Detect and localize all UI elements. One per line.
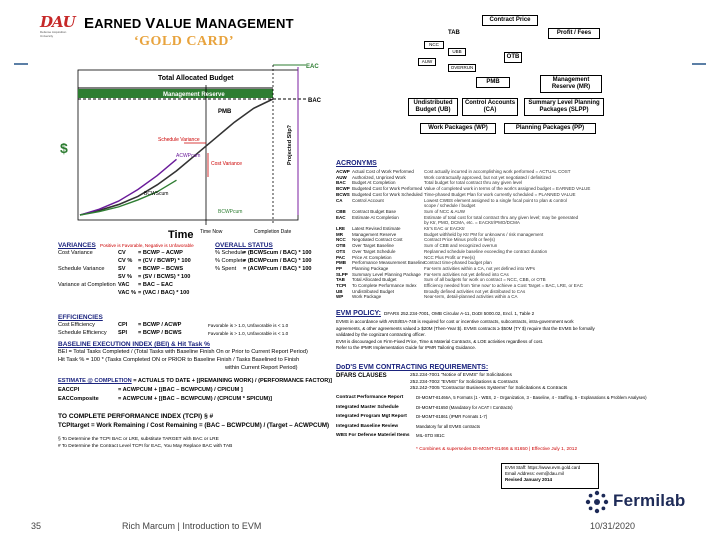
- tcpi-title: TO COMPLETE PERFORMANCE INDEX (TCPI): [58, 413, 203, 420]
- acronym-term: Budgeted Cost for Work Performed: [352, 186, 423, 192]
- acronym-code: LRE: [336, 226, 345, 232]
- acronym-code: WP: [336, 294, 344, 300]
- budget-hierarchy-diagram: [408, 15, 604, 143]
- efficiencies-title: EFFICIENCIES: [58, 314, 103, 321]
- acronym-definition: Budget withheld by Ktr PM for unknowns / risk management: [424, 231, 544, 237]
- variance-code: VAC %: [118, 290, 136, 296]
- mr-band-label: Management Reserve: [163, 92, 225, 98]
- acronym-term: Budget At Completion: [352, 180, 396, 186]
- left-accent-rule: [14, 63, 28, 65]
- efficiency-name: Cost Efficiency: [58, 322, 95, 328]
- title-letter-m: M: [195, 15, 209, 32]
- variances-note: Positive is Favorable, Negative is Unfavorable: [100, 243, 194, 248]
- acronym-term: Latest Revised Estimate: [352, 226, 401, 232]
- pmb-label: PMB: [218, 109, 232, 115]
- overall-status-title: OVERALL STATUS: [215, 242, 273, 249]
- title-letter-v: V: [145, 15, 156, 32]
- acronym-term: Planning Package: [352, 265, 389, 271]
- eac-formula: = ACWPCUM + [(BAC – BCWPCUM) / (CPICUM * SPICUM)]: [118, 396, 272, 402]
- title-part-2: ALUE: [155, 16, 196, 31]
- acronym-code: NCC: [336, 237, 346, 243]
- eac-title-formula: = ACTUALS TO DATE + [(REMAINING WORK) / (PERFORMANCE FACTOR)]: [133, 378, 332, 384]
- overrun-box: OVERRUN: [448, 64, 476, 72]
- dod-item-value: DI-MGMT-81466A, 5 Formats (1 - WBS, 2 - Organization, 3 - Baseline, 4 - Staffing, 5 - Explanations & Problem Analyses): [416, 395, 647, 400]
- acronym-term: Negotiated Contract Cost: [352, 237, 403, 243]
- acronym-term: Performance Measurement Baseline: [352, 260, 426, 266]
- efficiency-formula: = BCWP / BCWS: [138, 330, 182, 336]
- eac-label: EAC: [306, 64, 319, 70]
- auw-box: AUW: [418, 58, 436, 66]
- status-name: % Schedule: [215, 250, 245, 256]
- chart-title: Total Allocated Budget: [158, 75, 234, 82]
- acronym-term: Contract Budget Base: [352, 208, 397, 214]
- dau-logo: [40, 13, 76, 43]
- slpp-box: Summary Level Planning Packages (SLPP): [524, 98, 604, 116]
- acronym-definition: Sum of all budgets for work on contract = NCC, CBB, or OTB: [424, 277, 546, 283]
- tcpi-note-2: # To Determine the Contract Level TCPI for EAC, You May Replace BAC with TAB: [58, 444, 233, 449]
- card-title: [84, 15, 294, 32]
- variances-title: [58, 242, 96, 249]
- pmb-box: PMB: [476, 77, 510, 88]
- schedule-variance-label: Schedule Variance: [158, 137, 200, 143]
- variances-title-text: VARIANCES: [58, 242, 96, 249]
- variance-code: VAC: [118, 282, 130, 288]
- variance-name: Variance at Completion: [58, 282, 116, 288]
- control-accounts-box: Control Accounts (CA): [462, 98, 518, 116]
- eac-title: ESTIMATE @ COMPLETION: [58, 378, 132, 384]
- evm-policy-line: Refer to the IPMR Implementation Guide for IPMR Tailoring Guidance.: [336, 345, 476, 350]
- acronyms-list: [336, 169, 602, 300]
- acronym-term: Authorized, Unpriced Work: [352, 174, 406, 180]
- dod-item-value: Mandatory for all EVMS contracts: [416, 423, 481, 429]
- evm-chart: [58, 55, 328, 240]
- acronym-definition: Lowest CWBS element assigned to a single focal point to plan & control: [424, 197, 567, 203]
- acronym-definition: Far-term activities not yet defined into CAs: [424, 271, 509, 277]
- contact-line-3: Revised January 2014: [505, 477, 553, 482]
- dod-item-label: WBS For Defense Materiel Items: [336, 433, 410, 438]
- fermilab-mark-icon: [585, 490, 609, 514]
- acronym-row: [336, 294, 602, 300]
- acronym-code: BCWP: [336, 186, 350, 192]
- acronym-definition: Estimate of total cost for total contract thru any given level; may be generated: [424, 214, 579, 220]
- title-letter-e: E: [84, 15, 95, 32]
- dod-item-value: DI-MGMT-81650 (Mandatory for ACAT I Contracts): [416, 404, 513, 410]
- variance-name: Cost Variance: [58, 250, 93, 256]
- acronym-code: AUW: [336, 174, 347, 180]
- dfars-clause: 252.234-7002 “EVMS” for Solicitations & Contracts: [410, 379, 518, 385]
- acronym-definition: Contract Price Minus profit or fee(s): [424, 237, 496, 243]
- right-accent-rule: [692, 63, 706, 65]
- acronym-definition: Far-term activities within a CA, not yet defined into WPs: [424, 265, 536, 271]
- acronym-code: BAC: [336, 180, 346, 186]
- dod-item-label: Integrated Baseline Review: [336, 423, 399, 429]
- contact-line-2: Email Address: evm@dau.mil: [505, 471, 564, 476]
- dod-item-label: Integrated Program Mgt Report: [336, 414, 407, 419]
- acronym-code: UB: [336, 288, 343, 294]
- variance-code: SV: [118, 266, 126, 272]
- title-part-1: ARNED: [94, 16, 146, 31]
- contact-box: [501, 463, 599, 489]
- variance-formula: = (VAC / BAC) * 100: [138, 290, 190, 296]
- acronym-term: Total Allocated Budget: [352, 277, 397, 283]
- efficiency-name: Schedule Efficiency: [58, 330, 107, 336]
- acronym-code: ACWP: [336, 169, 350, 174]
- status-formula: = (BCWScum / BAC) * 100: [243, 250, 312, 256]
- acronym-definition: Near-term, detail-planned activities within a CA: [424, 294, 518, 300]
- y-axis-label: $: [60, 140, 68, 156]
- efficiency-code: SPI: [118, 330, 128, 336]
- acwp-label: ACWPcum: [176, 153, 201, 159]
- acronym-definition: Replanned schedule baseline exceeding the contract duration: [424, 248, 548, 254]
- title-part-3: ANAGEMENT: [208, 16, 294, 31]
- acronym-code: OTS: [336, 248, 346, 254]
- dfars-clause: 252.242-7005 “Contractor Business Systems” for Solicitations & Contracts: [410, 386, 568, 391]
- cost-variance-label: Cost Variance: [211, 161, 243, 167]
- acronym-term: Undistributed Budget: [352, 288, 395, 294]
- acronym-code: CBB: [336, 208, 346, 214]
- eac-code: EACCPI: [58, 387, 80, 393]
- mr-box: Management Reserve (MR): [540, 75, 602, 93]
- variance-code: SV %: [118, 274, 132, 280]
- dod-requirements-title: DoD'S EVM CONTRACTING REQUIREMENTS:: [336, 364, 489, 371]
- tcpi-title-suffix: § #: [204, 413, 214, 420]
- tcpi-title-row: [58, 413, 213, 420]
- evm-policy-references: DFARS 252.234-7001, OMB Circular A-11, DoDI 5000.02, Encl. 1, Table 2: [384, 311, 535, 316]
- status-formula: = (ACWPcum / BAC) * 100: [243, 266, 312, 272]
- slide-footer: [0, 514, 720, 540]
- efficiency-code: CPI: [118, 322, 128, 328]
- bac-label: BAC: [308, 98, 321, 104]
- eac-title-row: [58, 378, 332, 385]
- eac-code: EACComposite: [58, 396, 99, 402]
- dod-footnote: * Combines & supersedes DI-MGMT-81466 & 81650 | Effective July 1, 2012: [416, 447, 578, 452]
- bcwp-label: BCWPcum: [218, 209, 243, 215]
- otb-box: OTB: [504, 52, 522, 63]
- efficiency-formula: = BCWP / ACWP: [138, 322, 182, 328]
- acronym-code: TAB: [336, 277, 345, 283]
- acronym-definition: Value of completed work in terms of the work's assigned budget = EARNED VALUE: [424, 186, 591, 192]
- dod-item-label: Contract Performance Report: [336, 395, 404, 400]
- bei-title-text: BASELINE EXECUTION INDEX: [58, 341, 153, 348]
- ub-box: Undistributed Budget (UB): [408, 98, 458, 116]
- variance-formula: = BCWP – ACWP: [138, 250, 183, 256]
- hit-task-formula-cont: within Current Report Period): [225, 365, 298, 371]
- variance-formula: = BAC – EAC: [138, 282, 173, 288]
- acronym-definition: scope / schedule / budget: [424, 203, 476, 209]
- projected-slip-label: Projected Slip?: [287, 124, 293, 165]
- acronym-code: EAC: [336, 214, 346, 220]
- evm-policy-line: EVM is discouraged on Firm-Fixed Price, Time & Material Contracts, & LOE activities regardless of cost.: [336, 338, 544, 344]
- acronym-definition: by Ktr, PMO, DCMA, etc. = EACKtr/PMO/DCMA: [424, 220, 520, 226]
- acronym-term: Estimate At Completion: [352, 214, 399, 220]
- fermilab-wordmark: Fermilab: [613, 491, 686, 510]
- acronym-definition: Ktr's EAC or EACKtr: [424, 226, 465, 232]
- acronym-code: MR: [336, 231, 343, 237]
- tcpi-note-1: § To Determine the TCPI BAC or LRE, substitute TARGET with BAC or LRE: [58, 437, 219, 442]
- acronym-term: To Complete Performance Index: [352, 283, 417, 289]
- time-now-label: Time Now: [200, 229, 223, 235]
- evm-policy-line: EVMS in accordance with ANSI/EIA-748 is required for cost or incentive contracts, subcontracts, intra-government work: [336, 319, 574, 324]
- completion-date-label: Completion Date: [254, 229, 292, 235]
- acronym-definition: Broadly defined activities not yet distributed to CAs: [424, 288, 526, 294]
- acronym-term: Budgeted Cost for Work Scheduled: [352, 191, 423, 197]
- acronym-term: Management Reserve: [352, 231, 397, 237]
- acronym-code: PAC: [336, 254, 346, 260]
- fermilab-logo: [585, 489, 710, 515]
- acronym-definition: Sum of CBB and recognized overrun: [424, 243, 498, 249]
- acronym-term: Control Account: [352, 197, 384, 203]
- acronym-code: PMB: [336, 260, 346, 266]
- acronym-definition: Time-phased Budget Plan for work currently scheduled = PLANNED VALUE: [424, 191, 576, 197]
- bei-formula: BEI = Total Tasks Completed / (Total Tasks with Baseline Finish On or Prior to Current Report Period): [58, 349, 308, 355]
- efficiency-note: Favorable is > 1.0, Unfavorable is < 1.0: [208, 323, 289, 328]
- dod-item-label: Integrated Master Schedule: [336, 404, 399, 410]
- dfars-label: DFARS CLAUSES: [336, 373, 387, 379]
- acronym-definition: Contract time-phased budget plan: [424, 260, 492, 266]
- variance-formula: = BCWP – BCWS: [138, 266, 184, 272]
- acronym-code: TCPI: [336, 283, 347, 289]
- acronym-definition: Efficiency needed from 'time now' to achieve a Cost Target = BAC, LRE, or EAC: [424, 283, 584, 289]
- footer-date: 10/31/2020: [590, 521, 636, 531]
- bei-title: [58, 341, 210, 348]
- dfars-clause: 252.234-7001 “Notice of EVMS” for Solicitations: [410, 373, 512, 378]
- acronym-term: Work Package: [352, 294, 382, 300]
- variance-formula: = (CV / BCWP) * 100: [138, 258, 191, 264]
- status-name: % Spent: [215, 266, 237, 272]
- status-formula: = (BCWPcum / BAC) * 100: [243, 258, 312, 264]
- evm-gold-card: [38, 10, 647, 482]
- slide-number: 35: [31, 521, 42, 531]
- contact-line-1: EVM Staff: https://www.evm.gold.card: [505, 465, 581, 470]
- acronym-definition: Total budget for total contract thru any given level: [424, 180, 523, 186]
- acronym-code: BCWS: [336, 191, 350, 197]
- hit-task-formula: Hit Task % = 100 * (Tasks Completed ON or PRIOR to Baseline Finish / Tasks Baselined to Finish: [58, 357, 300, 363]
- evm-policy-title: EVM POLICY:: [336, 310, 381, 317]
- evm-policy-line: agreements, & other agreements valued ≥ $20M (Then-Year $). EVMS contracts ≥ $50M (TY $) require that the EVMS be formally: [336, 325, 595, 331]
- acronyms-title: ACRONYMS: [336, 160, 377, 167]
- ncc-box: NCC: [424, 41, 444, 49]
- dau-logo-subtitle: Defense Acquisition University: [40, 30, 67, 38]
- variance-formula: = (SV / BCWS) * 100: [138, 274, 191, 280]
- acronym-term: Price At Completion: [352, 254, 392, 260]
- acronym-definition: Work contractually approved, but not yet negotiated / definitized: [424, 174, 551, 180]
- acronym-code: PP: [336, 265, 343, 271]
- x-axis-label: Time: [168, 229, 194, 241]
- planning-packages-box: Planning Packages (PP): [504, 123, 596, 134]
- efficiency-note: Favorable is > 1.0, Unfavorable is < 1.0: [208, 331, 289, 336]
- work-packages-box: Work Packages (WP): [420, 123, 496, 134]
- ubb-box: UBB: [448, 48, 466, 56]
- variance-code: CV %: [118, 258, 133, 264]
- card-subtitle: ‘GOLD CARD’: [134, 34, 234, 49]
- acronym-definition: NCC Plus Profit or Fee(s): [424, 254, 476, 260]
- acronym-term: Over Target Schedule: [352, 248, 396, 254]
- profit-fees-box: Profit / Fees: [548, 28, 600, 39]
- acronym-term: Summary Level Planning Package: [352, 271, 421, 277]
- acronym-code: SLPP: [336, 271, 348, 277]
- evm-policy-line: validated by the cognizant contracting officer.: [336, 332, 426, 337]
- tcpi-formula: TCPItarget = Work Remaining / Cost Remaining = (BAC – BCWPCUM) / (Target – ACWPCUM): [58, 422, 330, 429]
- variance-name: Schedule Variance: [58, 266, 105, 272]
- footer-author: Rich Marcum | Introduction to EVM: [122, 521, 262, 531]
- status-name: % Complete: [215, 258, 246, 264]
- acronym-term: Actual Cost of Work Performed: [352, 169, 414, 174]
- tab-label: TAB: [448, 30, 460, 36]
- acronym-code: CA: [336, 197, 343, 203]
- variance-code: CV: [118, 250, 126, 256]
- dau-logo-letters: DAU: [40, 13, 75, 31]
- dod-item-value: MIL-STD 881C: [416, 433, 445, 438]
- acronym-definition: Sum of NCC & AUW: [424, 208, 466, 214]
- acronym-definition: Cost actually incurred in accomplishing work performed = ACTUAL COST: [424, 169, 571, 174]
- acronym-code: OTB: [336, 243, 346, 249]
- eac-formula: = ACWPCUM + [(BAC – BCWPCUM) / CPICUM ]: [118, 387, 243, 393]
- bei-title-suffix: (BEI) & Hit Task %: [154, 341, 210, 348]
- bcws-label: BCWScum: [144, 191, 169, 197]
- contract-price-box: Contract Price: [482, 15, 538, 26]
- acronym-term: Over Target Baseline: [352, 243, 394, 249]
- dod-item-value: DI-MGMT-81861 (IPMR Formats 1-7): [416, 414, 488, 419]
